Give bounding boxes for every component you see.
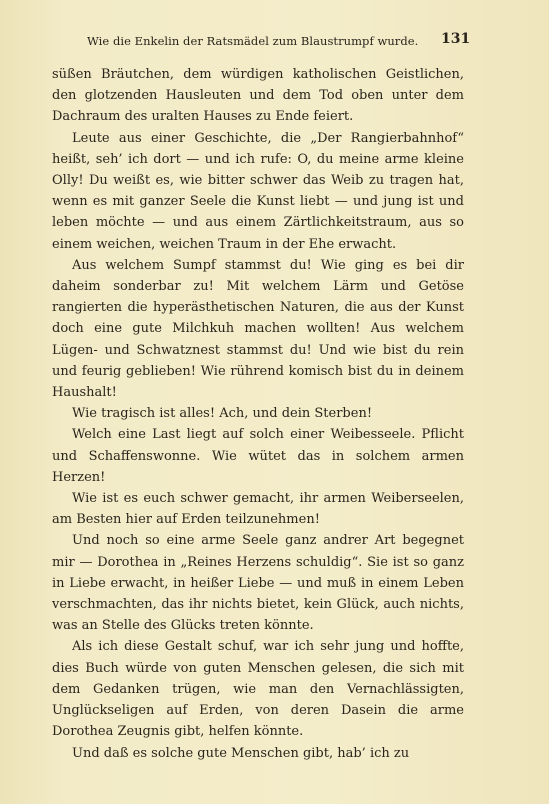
paragraph: Welch eine Last liegt auf solch einer Weibesseele. Pflicht und Schaffenswonne. Wie wütet das in solchem armen Herzen! — [52, 427, 464, 485]
paragraph: Wie tragisch ist alles! Ach, und dein Sterben! — [72, 406, 373, 422]
paragraph: Leute aus einer Geschichte, die „Der Rangierbahnhof“ heißt, seh’ ich dort — und ich rufe: O, du meine arme kleine Olly! Du weißt es, wie bitter schwer das Weib zu tragen hat, wenn es mit ganzer Seele die Kunst liebt — und jung ist und leben möchte — und aus einem Zärtlichkeitstraum, aus so einem weichen, weichen Traum in der Ehe erwacht. — [52, 130, 464, 252]
paragraph: Und noch so eine arme Seele ganz andrer Art begegnet mir — Dorothea in „Reines Herzens schuldig“. Sie ist so ganz in Liebe erwacht, in heißer Liebe — und muß in einem Leben verschmachten, das ihr nichts bietet, kein Glück, auch nichts, was an Stelle des Glücks treten könnte. — [52, 533, 464, 634]
paragraph: Aus welchem Sumpf stammst du! Wie ging es bei dir daheim sonderbar zu! Mit welchem Lärm und Getöse rangierten die hyperästhetischen Naturen, die aus der Kunst doch eine gute Milchkuh machen wollten! Aus welchem Lügen- und Schwatznest stammst du! Und wie bist du rein und feurig geblieben! Wie rührend komisch bist du in deinem Haushalt! — [52, 257, 464, 401]
paragraph: Und daß es solche gute Menschen gibt, hab’ ich zu — [72, 745, 410, 761]
page-number: 131 — [441, 31, 471, 47]
running-head — [87, 33, 459, 49]
paragraph: Wie ist es euch schwer gemacht, ihr armen Weiberseelen, am Besten hier auf Erden teilzunehmen! — [52, 491, 464, 528]
paragraph: süßen Bräutchen, dem würdigen katholischen Geistlichen, den glotzenden Hausleuten und dem Tod oben unter dem Dachraum des uralten Hauses zu Ende feiert. — [52, 67, 464, 125]
paragraph: Als ich diese Gestalt schuf, war ich sehr jung und hoffte, dies Buch würde von guten Menschen gelesen, die sich mit dem Gedanken trügen, wie man den Vernachlässigten, Unglückseligen auf Erden, von deren Dasein die arme Dorothea Zeugnis gibt, helfen könnte. — [52, 639, 464, 740]
running-title: Wie die Enkelin der Ratsmädel zum Blaustrumpf wurde. — [87, 34, 419, 48]
body-text — [52, 64, 464, 764]
